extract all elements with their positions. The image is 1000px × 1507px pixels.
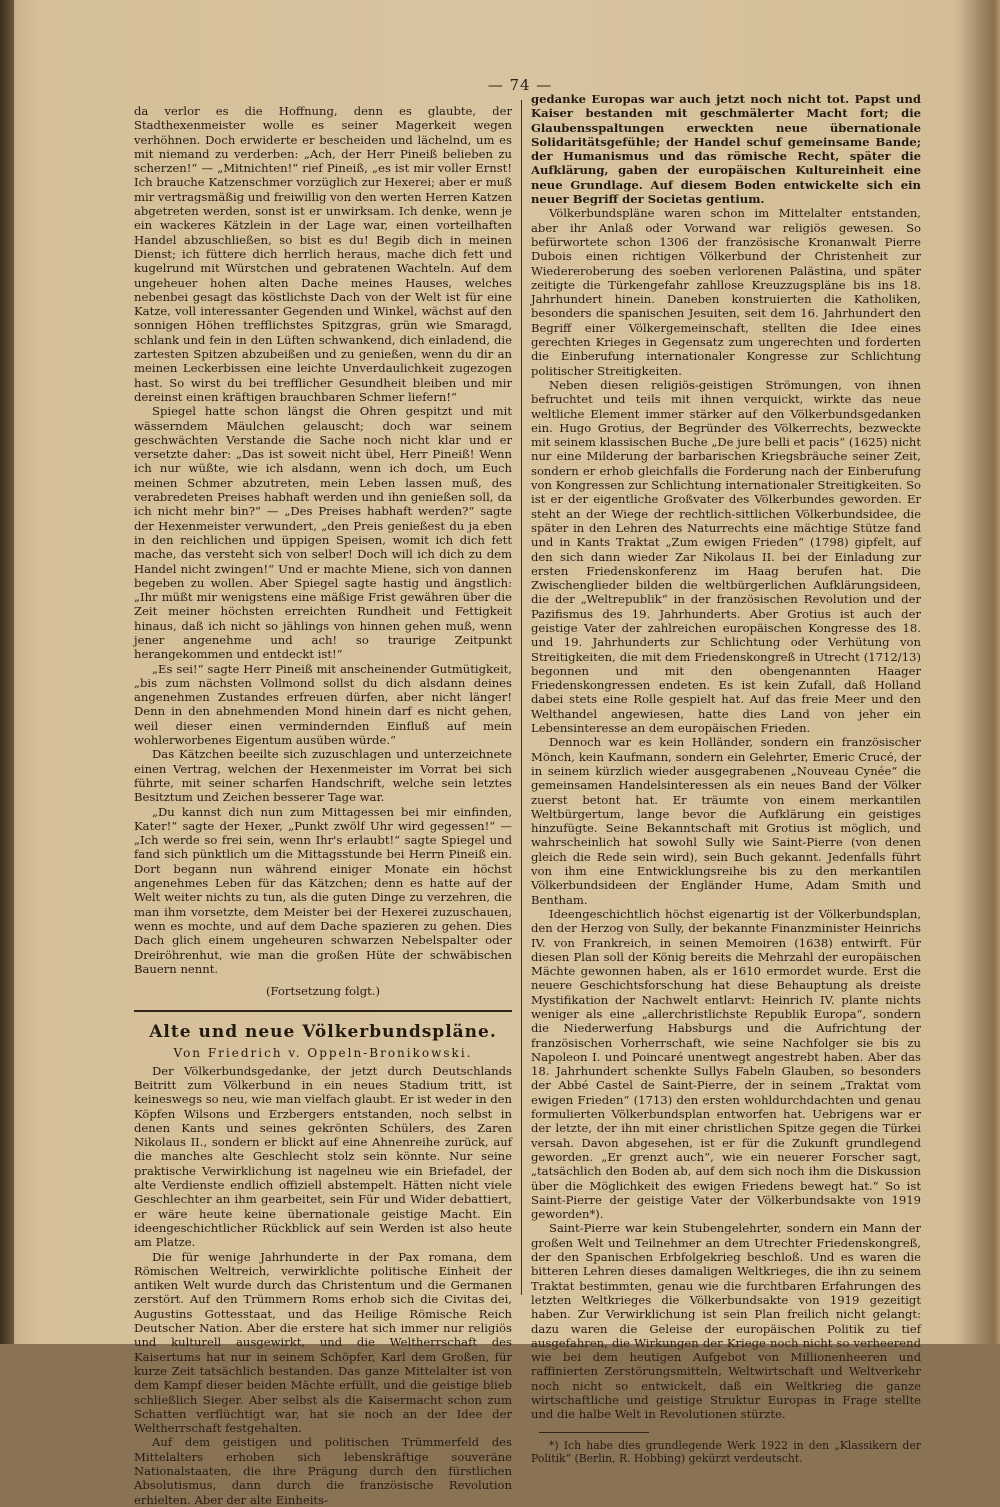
article-divider [134,1010,512,1012]
left-column [134,104,512,1507]
right-column [531,92,921,1466]
article-paragraph: Ideengeschichtlich höchst eigenartig ist der Völkerbundsplan, den der Herzog von Sully, der bekannte Finanzminister Heinrichs IV. von Frankreich, in seinen Memoiren (1638) entwirft. Für diesen Plan soll der König bereits die Mehrzahl der europäischen Mächte gewonnen haben, als er 1610 ermordet wurde. Erst die neuere Geschichtsforschung hat diese Behauptung als dreiste Mystifikation der Nachwelt entlarvt: Heinrich IV. plante nichts weniger als eine „allerchristlichste Republik Europa“, sondern die Niederwerfung Habsburgs und die Aufrichtung der französischen Vorherrschaft, wie seine Nachfolger sie bis zu Napoleon I. und Poincaré unentwegt angestrebt haben. Aber das 18. Jahrhundert schenkte Sullys Fabeln Glauben, so besonders der Abbé Castel de Saint-Pierre, der in seinem „Traktat vom ewigen Frieden“ (1713) den ersten wohldurchdachten und genau formulierten Völkerbundsplan entworfen hat. Uebrigens war er der letzte, der ihn mit einer christlichen Spitze gegen die Türkei versah. Davon abgesehen, ist er für die Zukunft grundlegend geworden. „Er grenzt auch“, wie ein neuerer Forscher sagt, „tatsächlich den Boden ab, auf dem sich noch ihm die Diskussion über die Möglichkeit des ewigen Friedens bewegt hat.“ So ist Saint-Pierre der geistige Vater der Völkerbundsakte von 1919 geworden*). [531,906,921,1222]
article-title: Alte und neue Völkerbundspläne. [149,1022,497,1043]
article-paragraph: Völkerbundspläne waren schon im Mittelalter entstanden, aber ihr Anlaß oder Vorwand war religiös gewesen. So befürwortete schon 1306 der französische Kronanwalt Pierre Dubois einen richtigen Völkerbund der Christenheit zur Wiedereroberung des soeben verlorenen Palästina, und später zeitigte die Türkengefahr zahllose Kreuzzugspläne bis ins 18. Jahrhundert hinein. Daneben konstruierten die Katholiken, besonders die spanischen Jesuiten, seit dem 16. Jahrhundert den Begriff einer Völkergemeinschaft, stellten die Idee eines gerechten Krieges in Gegensatz zum ungerechten und forderten die Einberufung internationaler Kongresse zur Schlichtung politischer Streitigkeiten. [531,206,921,378]
article-paragraph: Der Völkerbundsgedanke, der jetzt durch Deutschlands Beitritt zum Völkerbund in ein neues Stadium tritt, ist keineswegs so neu, wie man vielfach glaubt. Er ist weder in den Köpfen Wilsons und Erzbergers entstanden, noch selbst in denen Kants und seines gekrönten Schülers, des Zaren Nikolaus II., sondern er blickt auf eine Ahnenreihe zurück, auf die manches alte Geschlecht stolz sein könnte. Nur seine praktische Verwirklichung ist nagelneu wie ein Briefadel, der alte Verdienste endlich offiziell abstempelt. Hätten nicht viele Geschlechter an ihm gearbeitet, sein Für und Wider debattiert, er wäre heute keine übernationale geistige Macht. Ein ideengeschichtlicher Rückblick auf sein Werden ist also heute am Platze. [134,1063,512,1250]
story-paragraph: „Es sei!“ sagte Herr Pineiß mit anscheinender Gutmütigkeit, „bis zum nächsten Vollmond sollst du dich alsdann deines angenehmen Zustandes erfreuen dürfen, aber nicht länger! Denn in den abnehmenden Mond hinein darf es nicht gehen, weil dieser einen vermindernden Einfluß auf mein wohlerworbenes Eigentum ausüben würde.“ [134,661,512,748]
story-paragraph: „Du kannst dich nun zum Mittagessen bei mir einfinden, Kater!“ sagte der Hexer, „Punkt zwölf Uhr wird gegessen!“ — „Ich werde so frei sein, wenn Ihr's erlaubt!“ sagte Spiegel und fand sich pünktlich um die Mittagsstunde bei Herrn Pineiß ein. Dort begann nun während einiger Monate ein höchst angenehmes Leben für das Kätzchen; denn es hatte auf der Welt weiter nichts zu tun, als die guten Dinge zu verzehren, die man ihm vorsetzte, dem Meister bei der Hexerei zuzuschauen, wenn es mochte, und auf dem Dache spazieren zu gehen. Dies Dach glich einem ungeheuren schwarzen Nebelspalter oder Dreiröhrenhut, wie man die großen Hüte der schwäbischen Bauern nennt. [134,804,512,976]
story-paragraph: Spiegel hatte schon längst die Ohren gespitzt und mit wässerndem Mäulchen gelauscht; doch war seinem geschwächten Verstande die Sache noch nicht klar und er versetzte daher: „Das ist soweit nicht übel, Herr Pineiß! Wenn ich nur wüßte, wie ich alsdann, wenn ich doch, um Euch meinen Schmer abzutreten, mein Leben lassen muß, des verabredeten Preises habhaft werden und ihn genießen soll, da ich nicht mehr bin?“ — „Des Preises habhaft werden?“ sagte der Hexenmeister verwundert, „den Preis genießest du ja eben in den reichlichen und üppigen Speisen, womit ich dich fett mache, das versteht sich von selber! Doch will ich dich zu dem Handel nicht zwingen!“ Und er machte Miene, sich von dannen begeben zu wollen. Aber Spiegel sagte hastig und ängstlich: „Ihr müßt mir wenigstens eine mäßige Frist gewähren über die Zeit meiner höchsten erreichten Rundheit und Fettigkeit hinaus, daß ich nicht so jählings von hinnen gehen muß, wenn jener angenehme und ach! so traurige Zeitpunkt herangekommen und entdeckt ist!“ [134,404,512,662]
article-paragraph: Auf dem geistigen und politischen Trümmerfeld des Mittelalters erhoben sich lebenskräftige souveräne Nationalstaaten, die ihre Prägung durch den fürstlichen Absolutismus, dann durch die französische Revolution erhielten. Aber der alte Einheits- [134,1435,512,1507]
next-page-edge [954,0,1000,1344]
article-byline: Von Friedrich v. Oppeln-Bronikowski. [173,1046,473,1061]
article-paragraph: Die für wenige Jahrhunderte in der Pax romana, dem Römischen Weltreich, verwirklichte politische Einheit der antiken Welt wurde durch das Christentum und die Germanen zerstört. Auf den Trümmern Roms erhob sich die Civitas dei, Augustins Gottesstaat, und das Heilige Römische Reich Deutscher Nation. Aber die erstere hat sich immer nur religiös und kulturell ausgewirkt, und die Weltherrschaft des Kaisertums hat nur in seinem Schöpfer, Karl dem Großen, für kurze Zeit tatsächlich bestanden. Das ganze Mittelalter ist von dem Kampf dieser beiden Mächte erfüllt, und die geistige blieb schließlich Sieger. Aber selbst als die Kaisermacht schon zum Schatten verflüchtigt war, hat sie noch an der Idee der Weltherrschaft festgehalten. [134,1249,512,1436]
page-number: — 74 — [487,76,553,94]
story-paragraph: da verlor es die Hoffnung, denn es glaubte, der Stadthexenmeister wolle es seiner Magerkeit wegen verhöhnen. Doch erwiderte er bescheiden und lächelnd, um es mit niemand zu verderben: „Ach, der Herr Pineiß belieben zu scherzen!“ — „Mitnichten!“ rief Pineiß, „es ist mir voller Ernst! Ich brauche Katzenschmer vorzüglich zur Hexerei; aber er muß mir vertragsmäßig und freiwillig von den werten Herren Katzen abgetreten werden, sonst ist er unwirksam. Ich denke, wenn je ein wackeres Kätzlein in der Lage war, einen vorteilhaften Handel abzuschließen, so bist es du! Begib dich in meinen Dienst; ich füttere dich herrlich heraus, mache dich fett und kugelrund mit Würstchen und gebratenen Wachteln. Auf dem ungeheuer hohen alten Dache meines Hauses, welches nebenbei gesagt das köstlichste Dach von der Welt ist für eine Katze, voll interessanter Gegenden und Winkel, wächst auf den sonnigen Höhen trefflichstes Spitzgras, grün wie Smaragd, schlank und fein in den Lüften schwankend, dich einladend, die zartesten Spitzen abzubeißen und zu genießen, wenn du dir an meinen Leckerbissen eine leichte Unverdaulichkeit zugezogen hast. So wirst du bei trefflicher Gesundheit bleiben und mir dereinst einen kräftigen brauchbaren Schmer liefern!“ [134,104,512,404]
article-paragraph: Saint-Pierre war kein Stubengelehrter, sondern ein Mann der großen Welt und Teilnehmer an dem Utrechter Friedenskongreß, der den Spanischen Erbfolgekrieg beschloß. Und es waren die bitteren Lehren dieses damaligen Weltkrieges, die ihn zu seinem Traktat bestimmten, genau wie die furchtbaren Erfahrungen des letzten Weltkrieges die Völkerbundsakte von 1919 gezeitigt haben. Zur Verwirklichung ist sein Plan freilich nicht gelangt: dazu waren die Geleise der europäischen Politik zu tief ausgefahren, die Wirkungen der Kriege noch nicht so verheerend wie bei dem heutigen Aufgebot von Millionenheeren und raffinierten Zerstörungsmitteln, Weltwirtschaft und Weltverkehr noch nicht so entwickelt, daß ein Weltkrieg die ganze wirtschaftliche und geistige Struktur Europas in Frage stellte und die halbe Welt in Revolutionen stürzte. [531,1221,921,1422]
article-paragraph: Neben diesen religiös-geistigen Strömungen, von ihnen befruchtet und teils mit ihnen verquickt, wirkte das neue weltliche Element immer stärker auf den Völkerbundsgedanken ein. Hugo Grotius, der Begründer des Völkerrechts, bezweckte mit seinem klassischen Buche „De jure belli et pacis“ (1625) nicht nur eine Milderung der barbarischen Kriegsbräuche seiner Zeit, sondern er erhob gleichfalls die Forderung nach der Einberufung von Kongressen zur Schlichtung internationaler Streitigkeiten. So ist er der eigentliche Großvater des Völkerbundes geworden. Er steht an der Wiege der rechtlich-sittlichen Völkerbundsidee, die später in den Lehren des Naturrechts eine mächtige Stütze fand und in Kants Traktat „Zum ewigen Frieden“ (1798) gipfelt, auf den sich dann wieder Zar Nikolaus II. bei der Einladung zur ersten Friedenskonferenz im Haag berufen hat. Die Zwischenglieder bilden die weltbürgerlichen Aufklärungsideen, die der „Weltrepublik“ in der französischen Revolution und der Pazifismus des 19. Jahrhunderts. Aber Grotius ist auch der geistige Vater der zahlreichen europäischen Kongresse des 18. und 19. Jahrhunderts zur Schlichtung oder Verhütung von Streitigkeiten, die mit dem Friedenskongreß in Utrecht (1712/13) begonnen und mit den obengenannten Haager Friedenskongressen endeten. Es ist kein Zufall, daß Holland dabei stets eine Rolle gespielt hat. Auf das freie Meer und den Welthandel angewiesen, hatte dies Land von jeher ein Lebensinteresse an dem europäischen Frieden. [531,377,921,736]
story-paragraph: Das Kätzchen beeilte sich zuzuschlagen und unterzeichnete einen Vertrag, welchen der Hexenmeister im Vorrat bei sich führte, mit seiner scharfen Handschrift, welche sein letztes Besitztum und Zeichen besserer Tage war. [134,747,512,805]
column-rule [521,100,522,1295]
continuation-note: (Fortsetzung folgt.) [265,984,380,999]
article-paragraph: gedanke Europas war auch jetzt noch nicht tot. Papst und Kaiser bestanden mit geschmälerter Macht fort; die Glaubensspaltungen erweckten neue übernationale Solidaritätsgefühle; der Handel schuf gemeinsame Bande; der Humanismus und das römische Recht, später die Aufklärung, gaben der europäischen Kultureinheit eine neue Grundlage. Auf diesem Boden entwickelte sich ein neuer Begriff der Societas gentium. [531,92,921,207]
article-paragraph: Dennoch war es kein Holländer, sondern ein französischer Mönch, kein Kaufmann, sondern ein Gelehrter, Emeric Crucé, der in seinem kürzlich wieder ausgegrabenen „Nouveau Cynée“ die gemeinsamen Handelsinteressen als ein neues Band der Völker zuerst betont hat. Er träumte von einem merkantilen Weltbürgertum, lange bevor die Aufklärung ein geistiges hinzufügte. Seine Bekanntschaft mit Grotius ist möglich, und wahrscheinlich hat sowohl Sully wie Saint-Pierre (von denen gleich die Rede sein wird), sein Buch gekannt. Jedenfalls führt von ihm eine Entwicklungsreihe bis zu den merkantilen Völkerbundsideen der Engländer Hume, Adam Smith und Bentham. [531,735,921,907]
footnote-rule [539,1432,649,1433]
book-binding [0,0,14,1344]
footnote: *) Ich habe dies grundlegende Werk 1922 in den „Klassikern der Politik“ (Berlin, R. Hobbing) gekürzt verdeutscht. [531,1438,921,1466]
